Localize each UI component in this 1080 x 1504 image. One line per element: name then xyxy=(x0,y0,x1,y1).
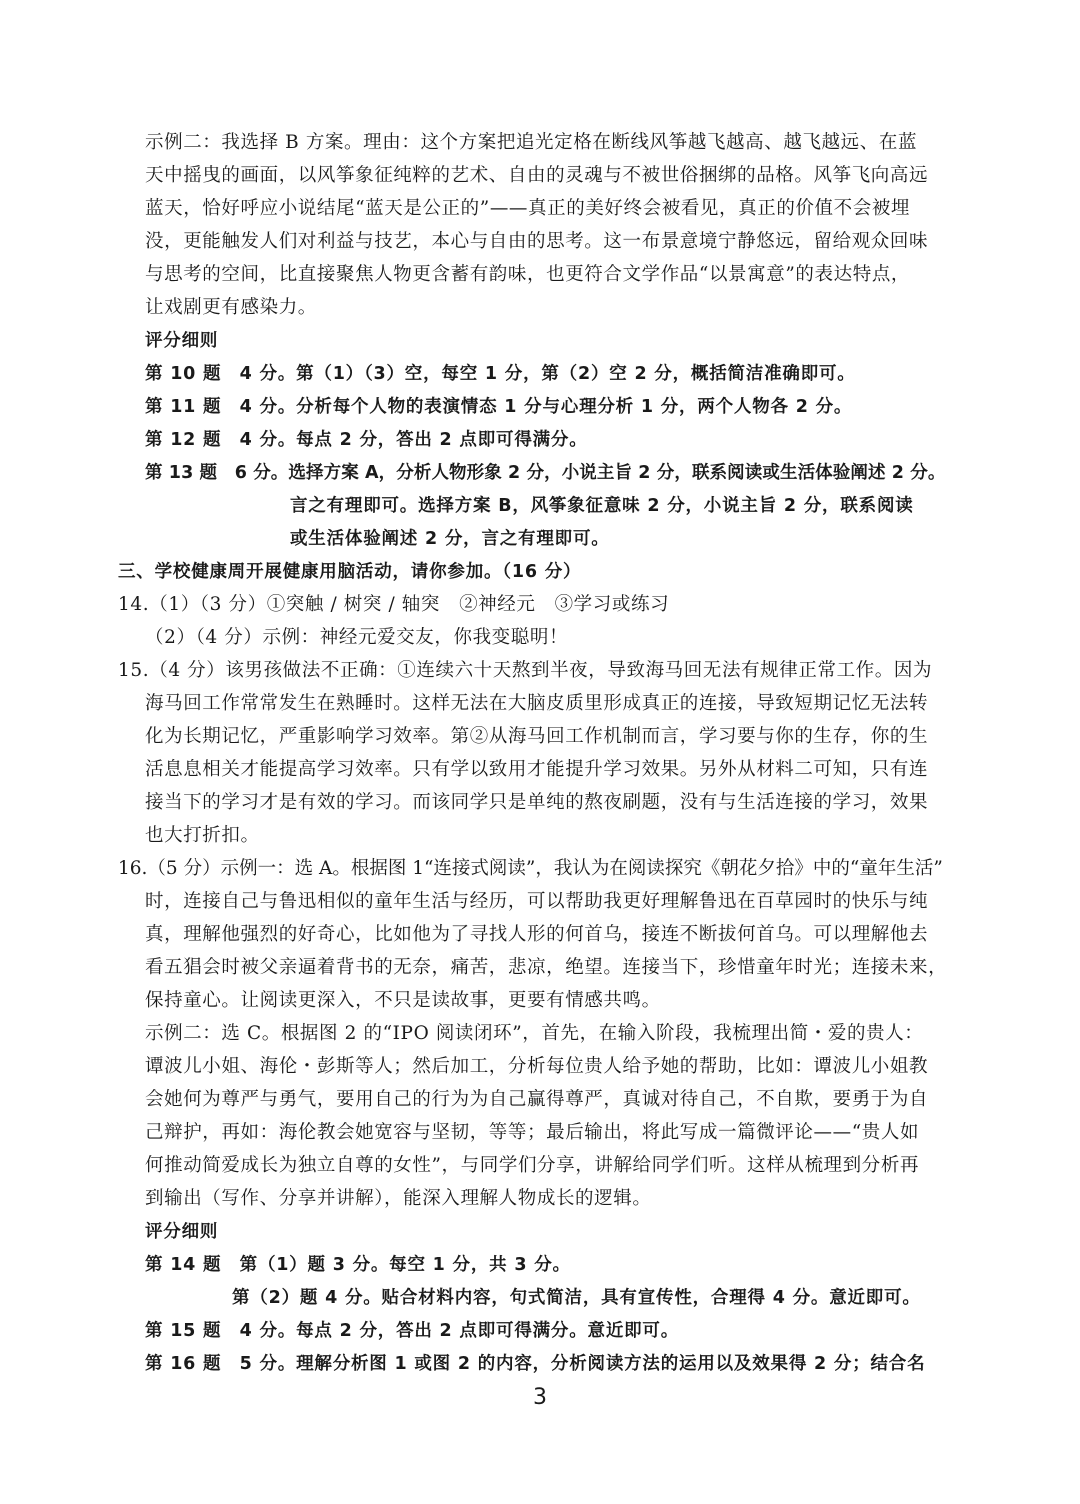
answer-line: 也大打折扣。 xyxy=(145,825,260,846)
answer-line: 何推动简爱成长为独立自尊的女性”，与同学们分享，讲解给同学们听。这样从梳理到分析再 xyxy=(145,1155,920,1176)
answer-line: 化为长期记忆，严重影响学习效率。第②从海马回工作机制而言，学习要与你的生存，你的生 xyxy=(145,726,929,747)
answer-line: 接当下的学习才是有效的学习。而该同学只是单纯的熬夜刷题，没有与生活连接的学习，效果 xyxy=(145,792,929,813)
scoring-item-cont: 或生活体验阐述 2 分，言之有理即可。 xyxy=(290,529,610,549)
answer-line: （2）（4 分）示例：神经元爱交友，你我变聪明！ xyxy=(145,627,569,648)
scoring-heading: 评分细则 xyxy=(145,1222,219,1242)
scoring-item: 第 14 题 第（1）题 3 分。每空 1 分，共 3 分。 xyxy=(145,1255,571,1275)
text-line: 示例二：我选择 B 方案。理由：这个方案把追光定格在断线风筝越飞越高、越飞越远、在蓝 xyxy=(145,132,918,153)
page-number: 3 xyxy=(533,1385,547,1410)
answer-line: 到输出（写作、分享并讲解），能深入理解人物成长的逻辑。 xyxy=(145,1188,652,1209)
text-line: 与思考的空间，比直接聚焦人物更含蓄有韵味，也更符合文学作品“以景寓意”的表达特点， xyxy=(145,264,911,285)
section-heading: 三、学校健康周开展健康用脑活动，请你参加。（16 分） xyxy=(118,562,582,582)
answer-line: 真，理解他强烈的好奇心，比如他为了寻找人形的何首乌，接连不断拔何首乌。可以理解他去 xyxy=(145,924,929,945)
answer-line: 示例二：选 C。根据图 2 的“IPO 阅读闭环”，首先，在输入阶段，我梳理出简・爱的贵人： xyxy=(145,1023,924,1044)
scoring-item: 第 15 题 4 分。每点 2 分，答出 2 点即可得满分。意近即可。 xyxy=(145,1321,680,1341)
scoring-item: 第 12 题 4 分。每点 2 分，答出 2 点即可得满分。 xyxy=(145,430,588,450)
answer-line: 海马回工作常常发生在熟睡时。这样无法在大脑皮质里形成真正的连接，导致短期记忆无法转 xyxy=(145,693,929,714)
answer-line: 15.（4 分）该男孩做法不正确：①连续六十天熬到半夜，导致海马回无法有规律正常工作。因为 xyxy=(118,660,933,681)
answer-line: 己辩护，再如：海伦教会她宽容与坚韧，等等；最后输出，将此写成一篇微评论——“贵人如 xyxy=(145,1122,920,1143)
answer-line: 时，连接自己与鲁迅相似的童年生活与经历，可以帮助我更好理解鲁迅在百草园时的快乐与纯 xyxy=(145,891,929,912)
answer-line: 16.（5 分）示例一：选 A。根据图 1“连接式阅读”，我认为在阅读探究《朝花夕拾》中的“童年生活” xyxy=(118,858,943,879)
text-line: 天中摇曳的画面，以风筝象征纯粹的艺术、自由的灵魂与不被世俗捆绑的品格。风筝飞向高远 xyxy=(145,165,929,186)
answer-line: 看五猖会时被父亲逼着背书的无奈，痛苦，悲凉，绝望。连接当下，珍惜童年时光；连接未来， xyxy=(145,957,948,978)
answer-line: 谭波儿小姐、海伦・彭斯等人；然后加工，分析每位贵人给予她的帮助，比如：谭波儿小姐教 xyxy=(145,1056,929,1077)
text-line: 没，更能触发人们对利益与技艺，本心与自由的思考。这一布景意境宁静悠远，留给观众回味 xyxy=(145,231,929,252)
scoring-item-cont: 言之有理即可。选择方案 B，风筝象征意味 2 分，小说主旨 2 分，联系阅读 xyxy=(290,496,914,516)
answer-line: 14.（1）（3 分）①突触 / 树突 / 轴突 ②神经元 ③学习或练习 xyxy=(118,594,670,615)
answer-line: 活息息相关才能提高学习效率。只有学以致用才能提升学习效果。另外从材料二可知，只有连 xyxy=(145,759,929,780)
scoring-item-cont: 第（2）题 4 分。贴合材料内容，句式简洁，具有宣传性，合理得 4 分。意近即可。 xyxy=(232,1288,921,1308)
scoring-heading: 评分细则 xyxy=(145,331,219,351)
text-line: 蓝天，恰好呼应小说结尾“蓝天是公正的”——真正的美好终会被看见，真正的价值不会被埋 xyxy=(145,198,911,219)
answer-line: 保持童心。让阅读更深入，不只是读故事，更要有情感共鸣。 xyxy=(145,990,661,1011)
scoring-item: 第 11 题 4 分。分析每个人物的表演情态 1 分与心理分析 1 分，两个人物各 2 分。 xyxy=(145,397,853,417)
scoring-item: 第 10 题 4 分。第（1）（3）空，每空 1 分，第（2）空 2 分，概括简洁准确即可。 xyxy=(145,364,856,384)
scoring-item: 第 16 题 5 分。理解分析图 1 或图 2 的内容，分析阅读方法的运用以及效果得 2 分；结合名 xyxy=(145,1354,926,1374)
scoring-item: 第 13 题 6 分。选择方案 A，分析人物形象 2 分，小说主旨 2 分，联系阅读或生活体验阐述 2 分。 xyxy=(145,463,946,483)
answer-line: 会她何为尊严与勇气，要用自己的行为为自己赢得尊严，真诚对待自己，不自欺，要勇于为自 xyxy=(145,1089,929,1110)
text-line: 让戏剧更有感染力。 xyxy=(145,297,317,318)
